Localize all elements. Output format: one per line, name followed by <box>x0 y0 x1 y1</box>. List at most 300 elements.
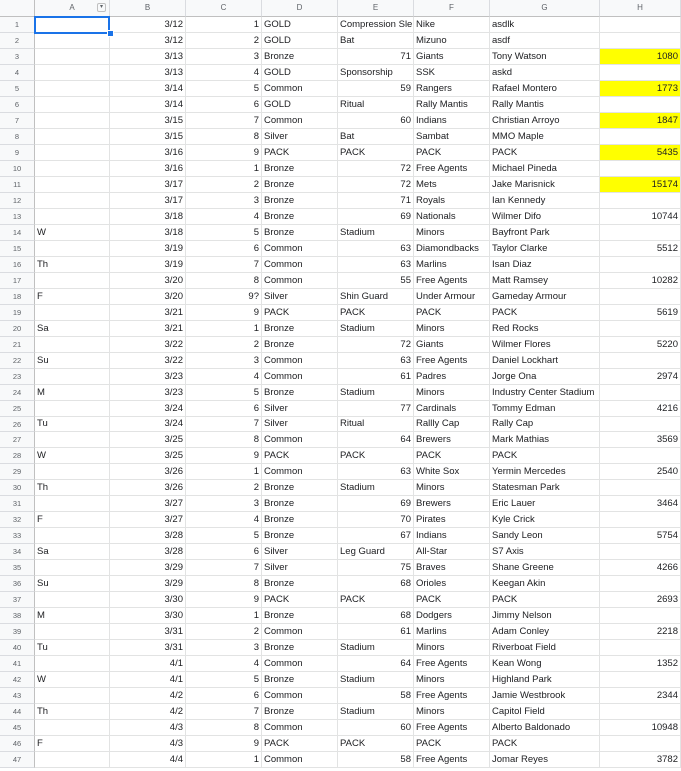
cell-c14[interactable]: 5 <box>186 225 262 241</box>
cell-f40[interactable]: Minors <box>414 640 490 656</box>
row-header-30[interactable]: 30 <box>0 480 35 496</box>
cell-c23[interactable]: 4 <box>186 369 262 385</box>
row-header-38[interactable]: 38 <box>0 608 35 624</box>
cell-d28[interactable]: PACK <box>262 448 338 464</box>
cell-h44[interactable] <box>600 704 681 720</box>
cell-c10[interactable]: 1 <box>186 161 262 177</box>
cell-g6[interactable]: Rally Mantis <box>490 97 600 113</box>
cell-d19[interactable]: PACK <box>262 305 338 321</box>
cell-g14[interactable]: Bayfront Park <box>490 225 600 241</box>
cell-h7[interactable]: 1847 <box>600 113 681 129</box>
cell-e18[interactable]: Shin Guard <box>338 289 414 305</box>
cell-b8[interactable]: 3/15 <box>110 129 186 145</box>
cell-b41[interactable]: 4/1 <box>110 656 186 672</box>
fill-handle[interactable] <box>107 30 114 37</box>
cell-a4[interactable] <box>35 65 110 81</box>
row-header-15[interactable]: 15 <box>0 241 35 257</box>
cell-d16[interactable]: Common <box>262 257 338 273</box>
cell-b1[interactable]: 3/12 <box>110 17 186 33</box>
cell-a18[interactable]: F <box>35 289 110 305</box>
cell-b46[interactable]: 4/3 <box>110 736 186 752</box>
cell-e17[interactable]: 55 <box>338 273 414 289</box>
row-header-32[interactable]: 32 <box>0 512 35 528</box>
row-header-28[interactable]: 28 <box>0 448 35 464</box>
row-header-1[interactable]: 1 <box>0 17 35 33</box>
cell-g15[interactable]: Taylor Clarke <box>490 241 600 257</box>
cell-b23[interactable]: 3/23 <box>110 369 186 385</box>
cell-c17[interactable]: 8 <box>186 273 262 289</box>
cell-e38[interactable]: 68 <box>338 608 414 624</box>
cell-d30[interactable]: Bronze <box>262 480 338 496</box>
cell-g4[interactable]: askd <box>490 65 600 81</box>
cell-a23[interactable] <box>35 369 110 385</box>
cell-e2[interactable]: Bat <box>338 33 414 49</box>
row-header-5[interactable]: 5 <box>0 81 35 97</box>
cell-g28[interactable]: PACK <box>490 448 600 464</box>
cell-c19[interactable]: 9 <box>186 305 262 321</box>
cell-g1[interactable]: asdlk <box>490 17 600 33</box>
row-header-31[interactable]: 31 <box>0 496 35 512</box>
cell-c21[interactable]: 2 <box>186 337 262 353</box>
cell-g37[interactable]: PACK <box>490 592 600 608</box>
cell-a41[interactable] <box>35 656 110 672</box>
cell-a43[interactable] <box>35 688 110 704</box>
cell-f43[interactable]: Free Agents <box>414 688 490 704</box>
cell-h15[interactable]: 5512 <box>600 241 681 257</box>
cell-d42[interactable]: Bronze <box>262 672 338 688</box>
column-header-d[interactable] <box>262 0 338 17</box>
cell-g40[interactable]: Riverboat Field <box>490 640 600 656</box>
cell-b22[interactable]: 3/22 <box>110 353 186 369</box>
cell-g17[interactable]: Matt Ramsey <box>490 273 600 289</box>
cell-a34[interactable]: Sa <box>35 544 110 560</box>
column-header-e[interactable] <box>338 0 414 17</box>
cell-c12[interactable]: 3 <box>186 193 262 209</box>
cell-f39[interactable]: Marlins <box>414 624 490 640</box>
cell-f26[interactable]: Rallly Cap <box>414 417 490 432</box>
cell-a3[interactable] <box>35 49 110 65</box>
row-header-35[interactable]: 35 <box>0 560 35 576</box>
row-header-13[interactable]: 13 <box>0 209 35 225</box>
cell-d23[interactable]: Common <box>262 369 338 385</box>
cell-e3[interactable]: 71 <box>338 49 414 65</box>
row-header-8[interactable]: 8 <box>0 129 35 145</box>
row-header-26[interactable]: 26 <box>0 417 35 432</box>
cell-a36[interactable]: Su <box>35 576 110 592</box>
row-header-3[interactable]: 3 <box>0 49 35 65</box>
cell-b15[interactable]: 3/19 <box>110 241 186 257</box>
cell-h8[interactable] <box>600 129 681 145</box>
cell-f9[interactable]: PACK <box>414 145 490 161</box>
cell-d6[interactable]: GOLD <box>262 97 338 113</box>
cell-a6[interactable] <box>35 97 110 113</box>
cell-h31[interactable]: 3464 <box>600 496 681 512</box>
cell-g16[interactable]: Isan Diaz <box>490 257 600 273</box>
cell-e47[interactable]: 58 <box>338 752 414 768</box>
cell-e12[interactable]: 71 <box>338 193 414 209</box>
cell-f46[interactable]: PACK <box>414 736 490 752</box>
cell-c31[interactable]: 3 <box>186 496 262 512</box>
cell-b45[interactable]: 4/3 <box>110 720 186 736</box>
cell-h20[interactable] <box>600 321 681 337</box>
cell-b10[interactable]: 3/16 <box>110 161 186 177</box>
cell-c16[interactable]: 7 <box>186 257 262 273</box>
row-header-29[interactable]: 29 <box>0 464 35 480</box>
cell-c34[interactable]: 6 <box>186 544 262 560</box>
cell-h24[interactable] <box>600 385 681 401</box>
cell-d24[interactable]: Bronze <box>262 385 338 401</box>
column-header-b[interactable] <box>110 0 186 17</box>
cell-c18[interactable]: 9? <box>186 289 262 305</box>
cell-d44[interactable]: Bronze <box>262 704 338 720</box>
cell-f3[interactable]: Giants <box>414 49 490 65</box>
cell-c46[interactable]: 9 <box>186 736 262 752</box>
row-header-45[interactable]: 45 <box>0 720 35 736</box>
cell-e31[interactable]: 69 <box>338 496 414 512</box>
cell-e15[interactable]: 63 <box>338 241 414 257</box>
cell-g22[interactable]: Daniel Lockhart <box>490 353 600 369</box>
cell-g2[interactable]: asdf <box>490 33 600 49</box>
row-header-44[interactable]: 44 <box>0 704 35 720</box>
cell-b13[interactable]: 3/18 <box>110 209 186 225</box>
cell-a21[interactable] <box>35 337 110 353</box>
cell-g47[interactable]: Jomar Reyes <box>490 752 600 768</box>
cell-a16[interactable]: Th <box>35 257 110 273</box>
cell-d29[interactable]: Common <box>262 464 338 480</box>
cell-c2[interactable]: 2 <box>186 33 262 49</box>
cell-h18[interactable] <box>600 289 681 305</box>
cell-b26[interactable]: 3/24 <box>110 417 186 432</box>
cell-e19[interactable]: PACK <box>338 305 414 321</box>
cell-g44[interactable]: Capitol Field <box>490 704 600 720</box>
cell-g43[interactable]: Jamie Westbrook <box>490 688 600 704</box>
cell-e35[interactable]: 75 <box>338 560 414 576</box>
cell-f2[interactable]: Mizuno <box>414 33 490 49</box>
cell-e42[interactable]: Stadium <box>338 672 414 688</box>
row-header-47[interactable]: 47 <box>0 752 35 768</box>
cell-f6[interactable]: Rally Mantis <box>414 97 490 113</box>
cell-d31[interactable]: Bronze <box>262 496 338 512</box>
cell-f1[interactable]: Nike <box>414 17 490 33</box>
cell-a5[interactable] <box>35 81 110 97</box>
cell-c27[interactable]: 8 <box>186 432 262 448</box>
cell-g11[interactable]: Jake Marisnick <box>490 177 600 193</box>
cell-c37[interactable]: 9 <box>186 592 262 608</box>
cell-d3[interactable]: Bronze <box>262 49 338 65</box>
column-header-a[interactable] <box>35 0 110 17</box>
cell-f44[interactable]: Minors <box>414 704 490 720</box>
cell-g10[interactable]: Michael Pineda <box>490 161 600 177</box>
cell-g27[interactable]: Mark Mathias <box>490 432 600 448</box>
cell-h42[interactable] <box>600 672 681 688</box>
cell-a27[interactable] <box>35 432 110 448</box>
cell-f28[interactable]: PACK <box>414 448 490 464</box>
cell-b21[interactable]: 3/22 <box>110 337 186 353</box>
cell-e34[interactable]: Leg Guard <box>338 544 414 560</box>
cell-b27[interactable]: 3/25 <box>110 432 186 448</box>
cell-f23[interactable]: Padres <box>414 369 490 385</box>
cell-d33[interactable]: Bronze <box>262 528 338 544</box>
cell-b7[interactable]: 3/15 <box>110 113 186 129</box>
row-header-20[interactable]: 20 <box>0 321 35 337</box>
cell-a26[interactable]: Tu <box>35 417 110 432</box>
cell-b38[interactable]: 3/30 <box>110 608 186 624</box>
cell-a29[interactable] <box>35 464 110 480</box>
cell-e24[interactable]: Stadium <box>338 385 414 401</box>
cell-a24[interactable]: M <box>35 385 110 401</box>
cell-g29[interactable]: Yermin Mercedes <box>490 464 600 480</box>
cell-b24[interactable]: 3/23 <box>110 385 186 401</box>
cell-c30[interactable]: 2 <box>186 480 262 496</box>
column-header-f[interactable] <box>414 0 490 17</box>
row-header-19[interactable]: 19 <box>0 305 35 321</box>
cell-g45[interactable]: Alberto Baldonado <box>490 720 600 736</box>
cell-f32[interactable]: Pirates <box>414 512 490 528</box>
cell-e6[interactable]: Ritual <box>338 97 414 113</box>
cell-a7[interactable] <box>35 113 110 129</box>
cell-f24[interactable]: Minors <box>414 385 490 401</box>
row-header-2[interactable]: 2 <box>0 33 35 49</box>
cell-g24[interactable]: Industry Center Stadium <box>490 385 600 401</box>
cell-g31[interactable]: Eric Lauer <box>490 496 600 512</box>
cell-f16[interactable]: Marlins <box>414 257 490 273</box>
cell-d36[interactable]: Bronze <box>262 576 338 592</box>
cell-d5[interactable]: Common <box>262 81 338 97</box>
cell-b6[interactable]: 3/14 <box>110 97 186 113</box>
cell-f4[interactable]: SSK <box>414 65 490 81</box>
cell-e10[interactable]: 72 <box>338 161 414 177</box>
cell-f38[interactable]: Dodgers <box>414 608 490 624</box>
cell-g19[interactable]: PACK <box>490 305 600 321</box>
cell-f34[interactable]: All-Star <box>414 544 490 560</box>
cell-h32[interactable] <box>600 512 681 528</box>
row-header-21[interactable]: 21 <box>0 337 35 353</box>
cell-a31[interactable] <box>35 496 110 512</box>
cell-f21[interactable]: Giants <box>414 337 490 353</box>
cell-b9[interactable]: 3/16 <box>110 145 186 161</box>
cell-g23[interactable]: Jorge Ona <box>490 369 600 385</box>
cell-f41[interactable]: Free Agents <box>414 656 490 672</box>
filter-icon[interactable]: ▾ <box>97 3 106 12</box>
cell-e5[interactable]: 59 <box>338 81 414 97</box>
row-header-6[interactable]: 6 <box>0 97 35 113</box>
cell-g46[interactable]: PACK <box>490 736 600 752</box>
row-header-16[interactable]: 16 <box>0 257 35 273</box>
cell-e45[interactable]: 60 <box>338 720 414 736</box>
cell-g7[interactable]: Christian Arroyo <box>490 113 600 129</box>
cell-d38[interactable]: Bronze <box>262 608 338 624</box>
cell-a20[interactable]: Sa <box>35 321 110 337</box>
row-header-46[interactable]: 46 <box>0 736 35 752</box>
cell-a32[interactable]: F <box>35 512 110 528</box>
cell-d40[interactable]: Bronze <box>262 640 338 656</box>
cell-b39[interactable]: 3/31 <box>110 624 186 640</box>
cell-a8[interactable] <box>35 129 110 145</box>
cell-b43[interactable]: 4/2 <box>110 688 186 704</box>
cell-a40[interactable]: Tu <box>35 640 110 656</box>
cell-h5[interactable]: 1773 <box>600 81 681 97</box>
cell-c41[interactable]: 4 <box>186 656 262 672</box>
cell-g20[interactable]: Red Rocks <box>490 321 600 337</box>
cell-f17[interactable]: Free Agents <box>414 273 490 289</box>
cell-h46[interactable] <box>600 736 681 752</box>
cell-g18[interactable]: Gameday Armour <box>490 289 600 305</box>
cell-d32[interactable]: Bronze <box>262 512 338 528</box>
row-header-12[interactable]: 12 <box>0 193 35 209</box>
cell-f11[interactable]: Mets <box>414 177 490 193</box>
cell-f31[interactable]: Brewers <box>414 496 490 512</box>
cell-b30[interactable]: 3/26 <box>110 480 186 496</box>
cell-f47[interactable]: Free Agents <box>414 752 490 768</box>
cell-e44[interactable]: Stadium <box>338 704 414 720</box>
cell-c26[interactable]: 7 <box>186 417 262 432</box>
cell-e40[interactable]: Stadium <box>338 640 414 656</box>
cell-b29[interactable]: 3/26 <box>110 464 186 480</box>
cell-e32[interactable]: 70 <box>338 512 414 528</box>
row-header-14[interactable]: 14 <box>0 225 35 241</box>
cell-d39[interactable]: Common <box>262 624 338 640</box>
cell-c28[interactable]: 9 <box>186 448 262 464</box>
cell-e37[interactable]: PACK <box>338 592 414 608</box>
cell-b47[interactable]: 4/4 <box>110 752 186 768</box>
row-header-7[interactable]: 7 <box>0 113 35 129</box>
cell-b40[interactable]: 3/31 <box>110 640 186 656</box>
cell-h6[interactable] <box>600 97 681 113</box>
row-header-27[interactable]: 27 <box>0 432 35 448</box>
row-header-41[interactable]: 41 <box>0 656 35 672</box>
cell-c44[interactable]: 7 <box>186 704 262 720</box>
row-header-11[interactable]: 11 <box>0 177 35 193</box>
cell-d14[interactable]: Bronze <box>262 225 338 241</box>
cell-f19[interactable]: PACK <box>414 305 490 321</box>
row-header-10[interactable]: 10 <box>0 161 35 177</box>
cell-h22[interactable] <box>600 353 681 369</box>
cell-f35[interactable]: Braves <box>414 560 490 576</box>
cell-b31[interactable]: 3/27 <box>110 496 186 512</box>
column-header-h[interactable] <box>600 0 681 17</box>
cell-d4[interactable]: GOLD <box>262 65 338 81</box>
cell-e16[interactable]: 63 <box>338 257 414 273</box>
cell-h13[interactable]: 10744 <box>600 209 681 225</box>
cell-d17[interactable]: Common <box>262 273 338 289</box>
cell-a9[interactable] <box>35 145 110 161</box>
cell-d43[interactable]: Common <box>262 688 338 704</box>
row-header-9[interactable]: 9 <box>0 145 35 161</box>
cell-f29[interactable]: White Sox <box>414 464 490 480</box>
cell-c8[interactable]: 8 <box>186 129 262 145</box>
cell-g8[interactable]: MMO Maple <box>490 129 600 145</box>
cell-f33[interactable]: Indians <box>414 528 490 544</box>
cell-d45[interactable]: Common <box>262 720 338 736</box>
cell-e43[interactable]: 58 <box>338 688 414 704</box>
cell-h38[interactable] <box>600 608 681 624</box>
row-header-40[interactable]: 40 <box>0 640 35 656</box>
cell-h23[interactable]: 2974 <box>600 369 681 385</box>
cell-f14[interactable]: Minors <box>414 225 490 241</box>
cell-a47[interactable] <box>35 752 110 768</box>
cell-d37[interactable]: PACK <box>262 592 338 608</box>
cell-c47[interactable]: 1 <box>186 752 262 768</box>
cell-c32[interactable]: 4 <box>186 512 262 528</box>
cell-d22[interactable]: Common <box>262 353 338 369</box>
cell-h11[interactable]: 15174 <box>600 177 681 193</box>
cell-g38[interactable]: Jimmy Nelson <box>490 608 600 624</box>
cell-e30[interactable]: Stadium <box>338 480 414 496</box>
cell-f27[interactable]: Brewers <box>414 432 490 448</box>
row-header-42[interactable]: 42 <box>0 672 35 688</box>
cell-a37[interactable] <box>35 592 110 608</box>
cell-c7[interactable]: 7 <box>186 113 262 129</box>
cell-h39[interactable]: 2218 <box>600 624 681 640</box>
cell-h37[interactable]: 2693 <box>600 592 681 608</box>
cell-a10[interactable] <box>35 161 110 177</box>
cell-c42[interactable]: 5 <box>186 672 262 688</box>
cell-d8[interactable]: Silver <box>262 129 338 145</box>
cell-e46[interactable]: PACK <box>338 736 414 752</box>
cell-g3[interactable]: Tony Watson <box>490 49 600 65</box>
cell-a13[interactable] <box>35 209 110 225</box>
cell-a46[interactable]: F <box>35 736 110 752</box>
cell-c29[interactable]: 1 <box>186 464 262 480</box>
cell-a28[interactable]: W <box>35 448 110 464</box>
cell-d21[interactable]: Bronze <box>262 337 338 353</box>
cell-f22[interactable]: Free Agents <box>414 353 490 369</box>
cell-f12[interactable]: Royals <box>414 193 490 209</box>
cell-g39[interactable]: Adam Conley <box>490 624 600 640</box>
cell-h40[interactable] <box>600 640 681 656</box>
cell-h25[interactable]: 4216 <box>600 401 681 417</box>
cell-g30[interactable]: Statesman Park <box>490 480 600 496</box>
cell-e27[interactable]: 64 <box>338 432 414 448</box>
cell-g32[interactable]: Kyle Crick <box>490 512 600 528</box>
row-header-43[interactable]: 43 <box>0 688 35 704</box>
cell-f42[interactable]: Minors <box>414 672 490 688</box>
cell-e25[interactable]: 77 <box>338 401 414 417</box>
cell-a11[interactable] <box>35 177 110 193</box>
cell-h35[interactable]: 4266 <box>600 560 681 576</box>
cell-d15[interactable]: Common <box>262 241 338 257</box>
cell-g21[interactable]: Wilmer Flores <box>490 337 600 353</box>
cell-b33[interactable]: 3/28 <box>110 528 186 544</box>
cell-h28[interactable] <box>600 448 681 464</box>
cell-g12[interactable]: Ian Kennedy <box>490 193 600 209</box>
cell-f13[interactable]: Nationals <box>414 209 490 225</box>
cell-f30[interactable]: Minors <box>414 480 490 496</box>
cell-e1[interactable]: Compression Sle <box>338 17 414 33</box>
cell-c25[interactable]: 6 <box>186 401 262 417</box>
cell-d7[interactable]: Common <box>262 113 338 129</box>
cell-f37[interactable]: PACK <box>414 592 490 608</box>
row-header-17[interactable]: 17 <box>0 273 35 289</box>
cell-d27[interactable]: Common <box>262 432 338 448</box>
cell-c36[interactable]: 8 <box>186 576 262 592</box>
cell-c15[interactable]: 6 <box>186 241 262 257</box>
column-header-g[interactable] <box>490 0 600 17</box>
row-header-25[interactable]: 25 <box>0 401 35 417</box>
cell-a45[interactable] <box>35 720 110 736</box>
row-header-24[interactable]: 24 <box>0 385 35 401</box>
cell-d12[interactable]: Bronze <box>262 193 338 209</box>
cell-a42[interactable]: W <box>35 672 110 688</box>
cell-c35[interactable]: 7 <box>186 560 262 576</box>
row-header-22[interactable]: 22 <box>0 353 35 369</box>
cell-h30[interactable] <box>600 480 681 496</box>
cell-f15[interactable]: Diamondbacks <box>414 241 490 257</box>
cell-c45[interactable]: 8 <box>186 720 262 736</box>
cell-h33[interactable]: 5754 <box>600 528 681 544</box>
cell-e26[interactable]: Ritual <box>338 417 414 432</box>
row-header-36[interactable]: 36 <box>0 576 35 592</box>
